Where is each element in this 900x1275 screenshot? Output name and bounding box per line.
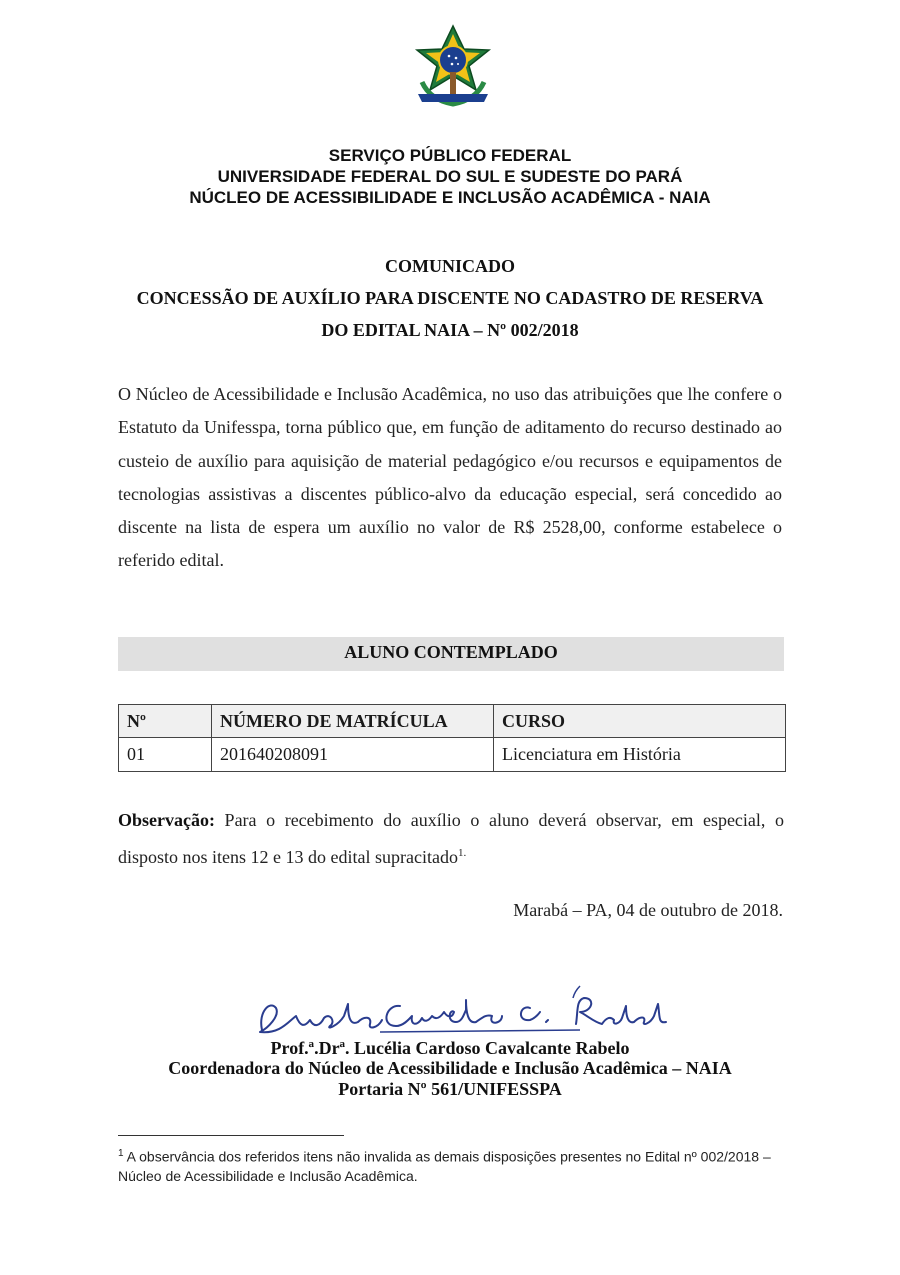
table-row — [119, 738, 786, 772]
document-subtitle-line-1: CONCESSÃO DE AUXÍLIO PARA DISCENTE NO CADASTRO DE RESERVA — [136, 288, 764, 308]
section-heading: ALUNO CONTEMPLADO — [344, 642, 558, 662]
table-header-row — [119, 705, 786, 738]
observation-paragraph — [118, 804, 784, 874]
observation-text: Para o recebimento do auxílio o aluno deverá observar, em especial, o disposto nos itens 12 e 13 do edital supracitado — [118, 810, 784, 867]
signer-ordinance: Portaria Nº 561/UNIFESSPA — [338, 1079, 562, 1099]
body-paragraph: O Núcleo de Acessibilidade e Inclusão Acadêmica, no uso das atribuições que lhe confere o Estatuto da Unifesspa, torna público que, em função de aditamento do recurso destinado ao custeio de auxílio para aquisição de material pedagógico e/ou recursos e equipamentos de tecnologias assistivas a discentes público-alvo da educação especial, será concedido ao discente na lista de espera um auxílio no valor de R$ 2528,00, conforme estabelece o referido edital. — [118, 384, 782, 571]
section-heading-band — [118, 637, 784, 671]
header-line-2: UNIVERSIDADE FEDERAL DO SUL E SUDESTE DO PARÁ — [217, 167, 683, 186]
column-header-enrollment: NÚMERO DE MATRÍCULA — [212, 705, 494, 738]
signer-role: Coordenadora do Núcleo de Acessibilidade e Inclusão Acadêmica – NAIA — [168, 1058, 732, 1078]
cell-number: 01 — [119, 738, 212, 772]
footnote-marker: 1 — [118, 1148, 124, 1159]
footnote — [118, 1144, 778, 1186]
header-line-1: SERVIÇO PÚBLICO FEDERAL — [328, 146, 572, 165]
handwritten-signature — [240, 982, 680, 1042]
brazil-coat-of-arms-icon — [408, 24, 498, 110]
document-subtitle-line-2: DO EDITAL NAIA – Nº 002/2018 — [321, 320, 579, 340]
observation-label: Observação: — [118, 810, 215, 830]
footnote-text: A observância dos referidos itens não invalida as demais disposições presentes no Edital nº 002/2018 – Núcleo de Acessibilidade e Inclusão Acadêmica. — [118, 1148, 771, 1184]
cell-enrollment: 201640208091 — [212, 738, 494, 772]
students-table — [118, 704, 786, 772]
signer-name: Prof.ª.Drª. Lucélia Cardoso Cavalcante Rabelo — [270, 1038, 630, 1058]
place-and-date: Marabá – PA, 04 de outubro de 2018. — [513, 900, 783, 920]
column-header-number: Nº — [119, 705, 212, 738]
footnote-divider — [118, 1135, 344, 1136]
column-header-course: CURSO — [494, 705, 786, 738]
header-line-3: NÚCLEO DE ACESSIBILIDADE E INCLUSÃO ACADÊMICA - NAIA — [189, 188, 711, 207]
cell-course: Licenciatura em História — [494, 738, 786, 772]
footnote-reference: 1. — [457, 847, 467, 859]
document-title: COMUNICADO — [385, 256, 515, 276]
